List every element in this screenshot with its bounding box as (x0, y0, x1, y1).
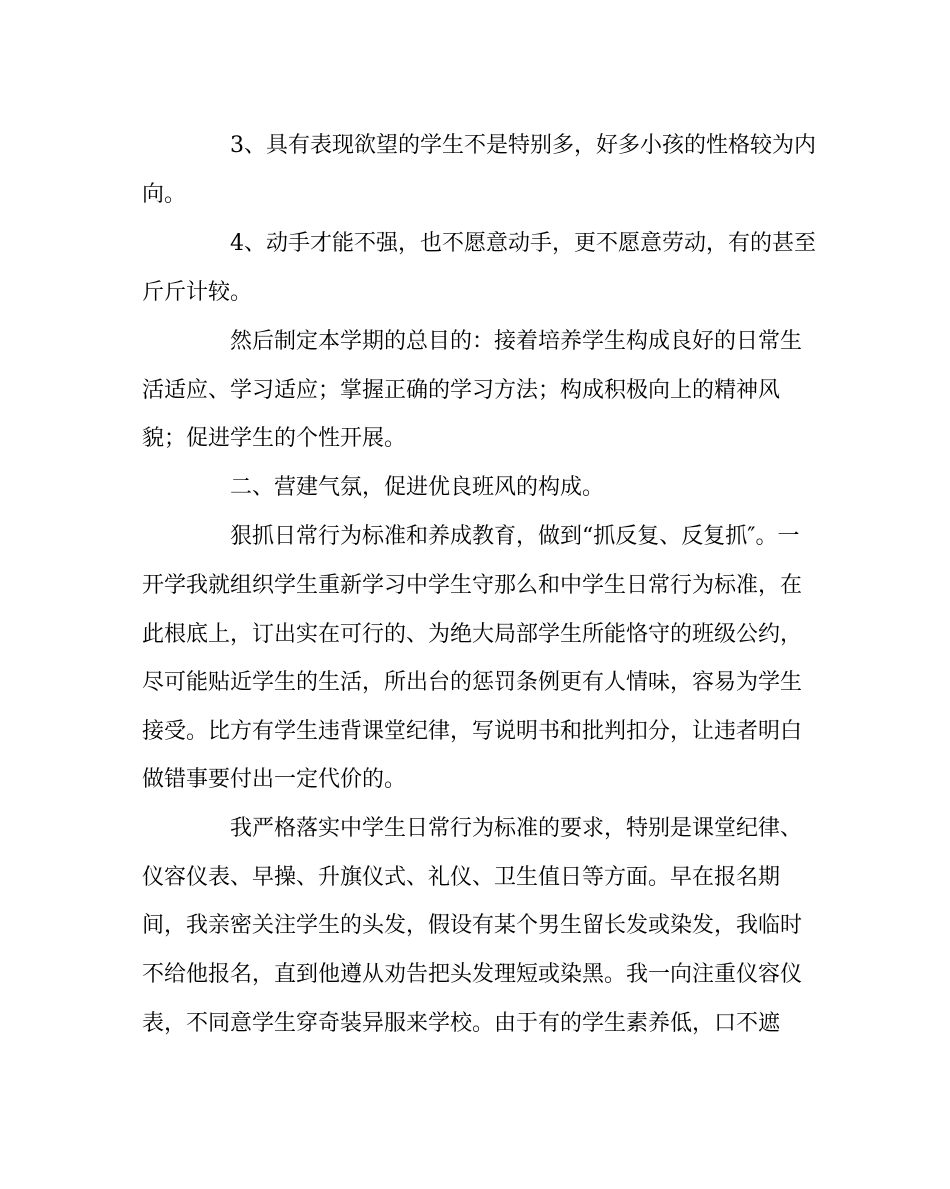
text-line: 狠抓日常行为标准和养成教育，做到“抓反复、反复抓″。一 (230, 524, 800, 549)
text-line: 此根底上，订出实在可行的、为绝大局部学生所能恪守的班级公约， (142, 622, 803, 647)
text-line: 向。 (142, 182, 187, 207)
text-line: 仪容仪表、早操、升旗仪式、礼仪、卫生值日等方面。早在报名期 (142, 865, 781, 890)
text-line: 二、营建气氛，促进优良班风的构成。 (230, 475, 605, 500)
text-line: 做错事要付出一定代价的。 (142, 767, 407, 792)
text-line: 接受。比方有学生违背课堂纪律，写说明书和批判扣分，让违者明白 (142, 719, 803, 744)
text-line: 斤斤计较。 (142, 280, 253, 305)
text-line: 表，不同意学生穿奇装异服来学校。由于有的学生素养低，口不遮 (142, 1011, 781, 1036)
text-line: 4、动手才能不强，也不愿意动手，更不愿意劳动，有的甚至 (230, 231, 816, 256)
text-line: 貌；促进学生的个性开展。 (142, 426, 407, 451)
text-line: 然后制定本学期的总目的：接着培养学生构成良好的日常生 (230, 329, 803, 354)
text-line: 开学我就组织学生重新学习中学生守那么和中学生日常行为标准，在 (142, 573, 803, 598)
text-line: 活适应、学习适应；掌握正确的学习方法；构成积极向上的精神风 (142, 378, 781, 403)
text-line: 间，我亲密关注学生的头发，假设有某个男生留长发或染发，我临时 (142, 913, 803, 938)
text-line: 3、具有表现欲望的学生不是特别多，好多小孩的性格较为内 (230, 133, 816, 158)
text-line: 我严格落实中学生日常行为标准的要求，特别是课堂纪律、 (230, 816, 803, 841)
text-line: 不给他报名，直到他遵从劝告把头发理短或染黑。我一向注重仪容仪 (142, 962, 803, 987)
text-line: 尽可能贴近学生的生活，所出台的惩罚条例更有人情味，容易为学生 (142, 670, 803, 695)
